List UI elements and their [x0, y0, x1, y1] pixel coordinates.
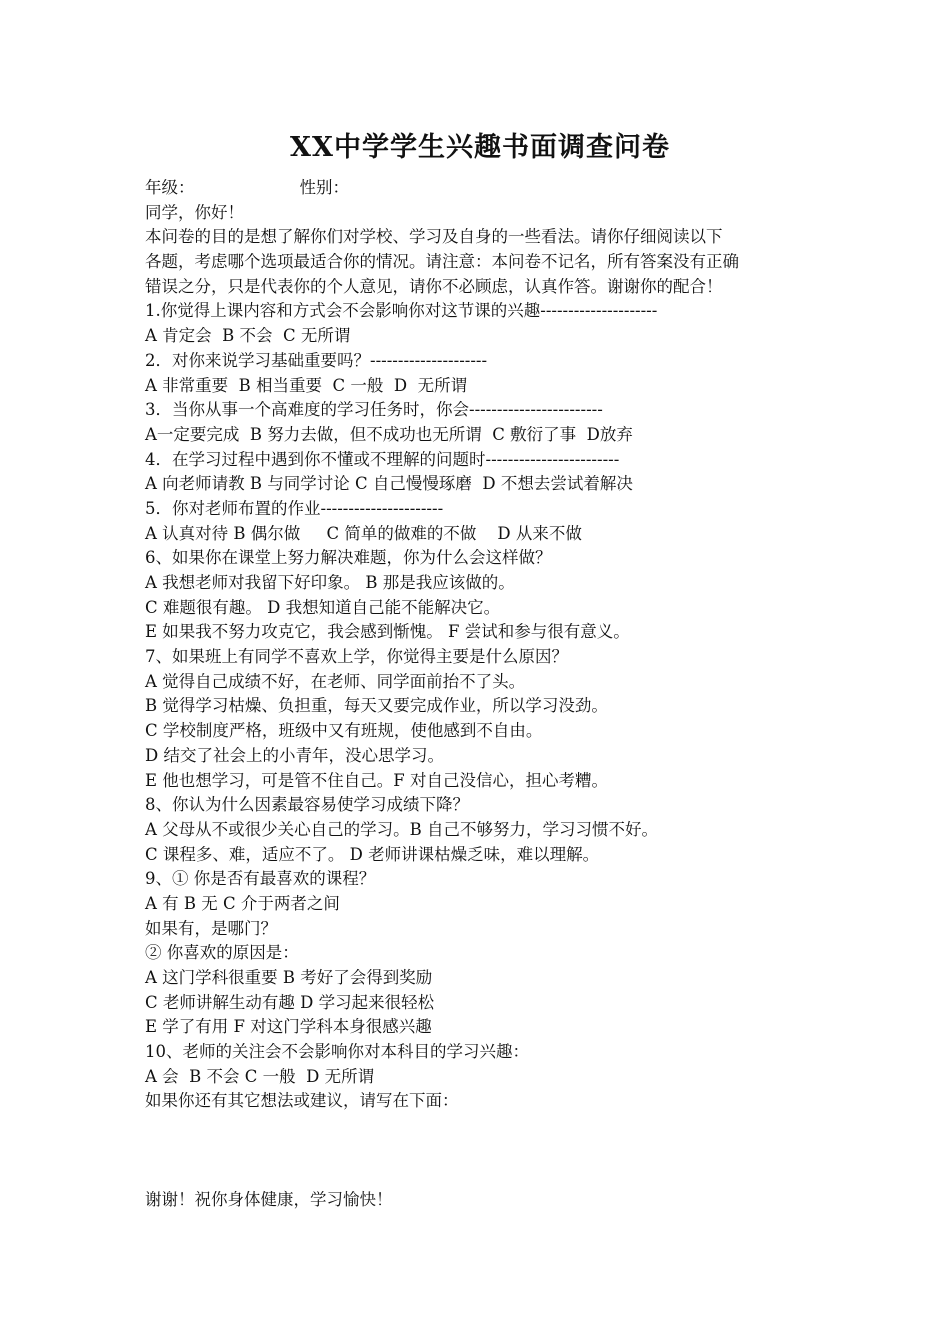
question-line: A 有 B 无 C 介于两者之间 [145, 893, 340, 913]
question-line: A 向老师请教 B 与同学讨论 C 自己慢慢琢磨 D 不想去尝试着解决 [145, 474, 633, 494]
question-line: 3．当你从事一个高难度的学习任务时，你会------------------------ [145, 400, 603, 420]
intro-line: 各题，考虑哪个选项最适合你的情况。请注意：本问卷不记名，所有答案没有正确 [145, 252, 739, 272]
question-line: A 我想老师对我留下好印象。 B 那是我应该做的。 [145, 573, 515, 592]
question-line: E 他也想学习，可是管不住自己。F 对自己没信心，担心考糟。 [145, 770, 608, 790]
question-line: A 非常重要 B 相当重要 C 一般 D 无所谓 [145, 375, 468, 395]
question-line: A 认真对待 B 偶尔做 C 简单的做难的不做 D 从来不做 [145, 523, 582, 543]
question-line: E 如果我不努力攻克它，我会感到惭愧。 F 尝试和参与很有意义。 [145, 622, 630, 642]
question-line: 9、① 你是否有最喜欢的课程？ [145, 869, 376, 889]
question-line: A一定要完成 B 努力去做，但不成功也无所谓 C 敷衍了事 D放弃 [145, 424, 633, 444]
question-line: C 学校制度严格，班级中又有班规，使他感到不自由。 [145, 721, 543, 741]
intro-line: 本问卷的目的是想了解你们对学校、学习及自身的一些看法。请你仔细阅读以下 [145, 227, 723, 247]
question-line: D 结交了社会上的小青年，没心思学习。 [145, 745, 444, 765]
intro-paragraph [145, 225, 815, 299]
closing-text: 谢谢！祝你身体健康，学习愉快！ [145, 1190, 393, 1210]
question-line: A 父母从不或很少关心自己的学习。B 自己不够努力，学习习惯不好。 [145, 819, 659, 839]
greeting: 同学，你好！ [145, 202, 244, 222]
question-line: C 难题很有趣。 D 我想知道自己能不能解决它。 [145, 597, 501, 617]
question-line: C 课程多、难，适应不了。 D 老师讲课枯燥乏味，难以理解。 [145, 844, 600, 864]
question-line: 2．对你来说学习基础重要吗？--------------------- [145, 350, 488, 370]
question-line: 1.你觉得上课内容和方式会不会影响你对这节课的兴趣--------------------- [145, 301, 658, 321]
question-line: 5．你对老师布置的作业---------------------- [145, 498, 444, 518]
grade-label: 年级： [145, 178, 195, 197]
question-line: A 觉得自己成绩不好，在老师、同学面前抬不了头。 [145, 671, 526, 691]
question-line: E 学了有用 F 对这门学科本身很感兴趣 [145, 1017, 432, 1037]
question-line: 10、老师的关注会不会影响你对本科目的学习兴趣： [145, 1042, 529, 1062]
question-line: 如果你还有其它想法或建议，请写在下面： [145, 1091, 459, 1111]
question-line: 6、如果你在课堂上努力解决难题，你为什么会这样做？ [145, 548, 552, 568]
question-line: A 会 B 不会 C 一般 D 无所谓 [145, 1066, 375, 1086]
question-line: A 这门学科很重要 B 考好了会得到奖励 [145, 968, 433, 987]
question-list [145, 299, 815, 1114]
question-line: 4．在学习过程中遇到你不懂或不理解的问题时------------------------ [145, 449, 620, 469]
question-line: C 老师讲解生动有趣 D 学习起来很轻松 [145, 992, 435, 1012]
suggestion-space [145, 1114, 815, 1188]
question-line: 如果有，是哪门？ [145, 918, 277, 938]
intro-line: 错误之分，只是代表你的个人意见，请你不必顾虑，认真作答。谢谢你的配合！ [145, 276, 723, 296]
questionnaire-page [145, 128, 815, 1213]
question-line: 7、如果班上有同学不喜欢上学，你觉得主要是什么原因？ [145, 647, 568, 667]
gender-label: 性别： [299, 178, 349, 197]
question-line: ② 你喜欢的原因是： [145, 943, 299, 963]
info-row [145, 176, 815, 201]
question-line: 8、你认为什么因素最容易使学习成绩下降？ [145, 795, 469, 815]
page-title: XX中学学生兴趣书面调查问卷 [290, 132, 670, 163]
question-line: A 肯定会 B 不会 C 无所谓 [145, 326, 351, 346]
question-line: B 觉得学习枯燥、负担重，每天又要完成作业，所以学习没劲。 [145, 696, 608, 716]
